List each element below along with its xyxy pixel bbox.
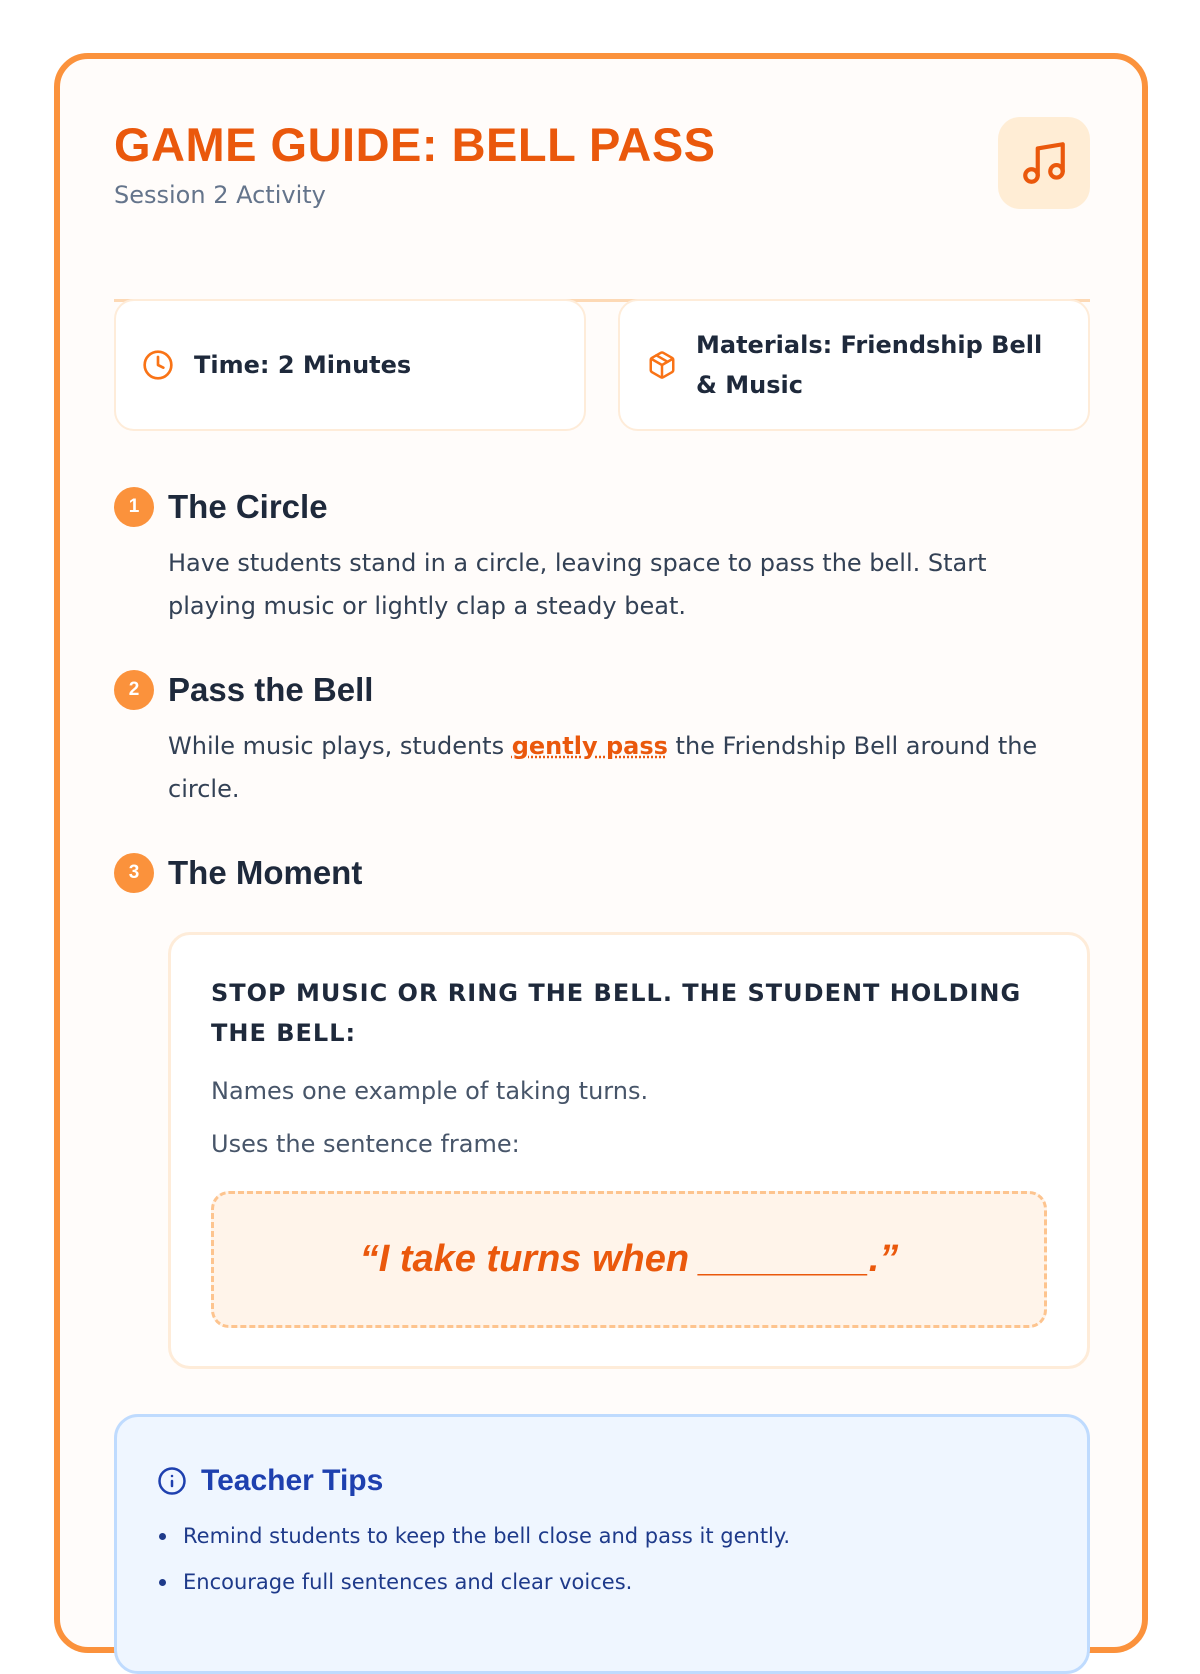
- list-item: Remind students to keep the bell close and pass it gently.: [157, 1513, 1037, 1559]
- step-title-2: Pass the Bell: [168, 671, 374, 708]
- moment-line-1: Names one example of taking turns.: [211, 1077, 649, 1105]
- info-icon: [157, 1466, 187, 1496]
- header: [114, 117, 1090, 247]
- step-number-3: 3: [114, 853, 154, 893]
- step-body-2-before: While music plays, students: [168, 732, 512, 760]
- teacher-tips-box: [114, 1414, 1090, 1674]
- clock-icon: [142, 349, 174, 381]
- step-number-2: 2: [114, 670, 154, 710]
- game-guide-card: [54, 53, 1148, 1653]
- highlight-gently-pass: gently pass: [511, 732, 668, 760]
- teacher-tips-list: [157, 1513, 1037, 1605]
- package-icon: [646, 349, 678, 381]
- page-subtitle: Session 2 Activity: [114, 181, 326, 209]
- moment-line-2: Uses the sentence frame:: [211, 1130, 520, 1158]
- sentence-frame-box: [211, 1191, 1047, 1328]
- step-body-1: Have students stand in a circle, leaving space to pass the bell. Start playing music or lightly clap a steady beat.: [168, 549, 987, 620]
- materials-label: Materials: Friendship Bell & Music: [696, 331, 1043, 399]
- step-number-1: 1: [114, 487, 154, 527]
- sentence-frame: “I take turns when ________.”: [359, 1238, 899, 1280]
- time-info-box: [114, 299, 586, 431]
- teacher-tips-header: [157, 1463, 383, 1499]
- step-body-2-after: the Friendship Bell around the circle.: [168, 732, 1038, 803]
- page-title: GAME GUIDE: BELL PASS: [114, 118, 716, 171]
- list-item: Encourage full sentences and clear voices.: [157, 1559, 1037, 1605]
- moment-box: [168, 932, 1090, 1369]
- music-badge: [998, 117, 1090, 209]
- step-title-1: The Circle: [168, 488, 328, 525]
- teacher-tips-title: Teacher Tips: [201, 1464, 384, 1497]
- materials-info-box: [618, 299, 1090, 431]
- time-label: Time: 2 Minutes: [194, 351, 412, 379]
- moment-instruction: STOP MUSIC OR RING THE BELL. THE STUDENT HOLDING THE BELL:: [211, 979, 1022, 1047]
- step-title-3: The Moment: [168, 854, 363, 891]
- music-note-icon: [1019, 138, 1069, 188]
- step-body-2: [168, 725, 1078, 811]
